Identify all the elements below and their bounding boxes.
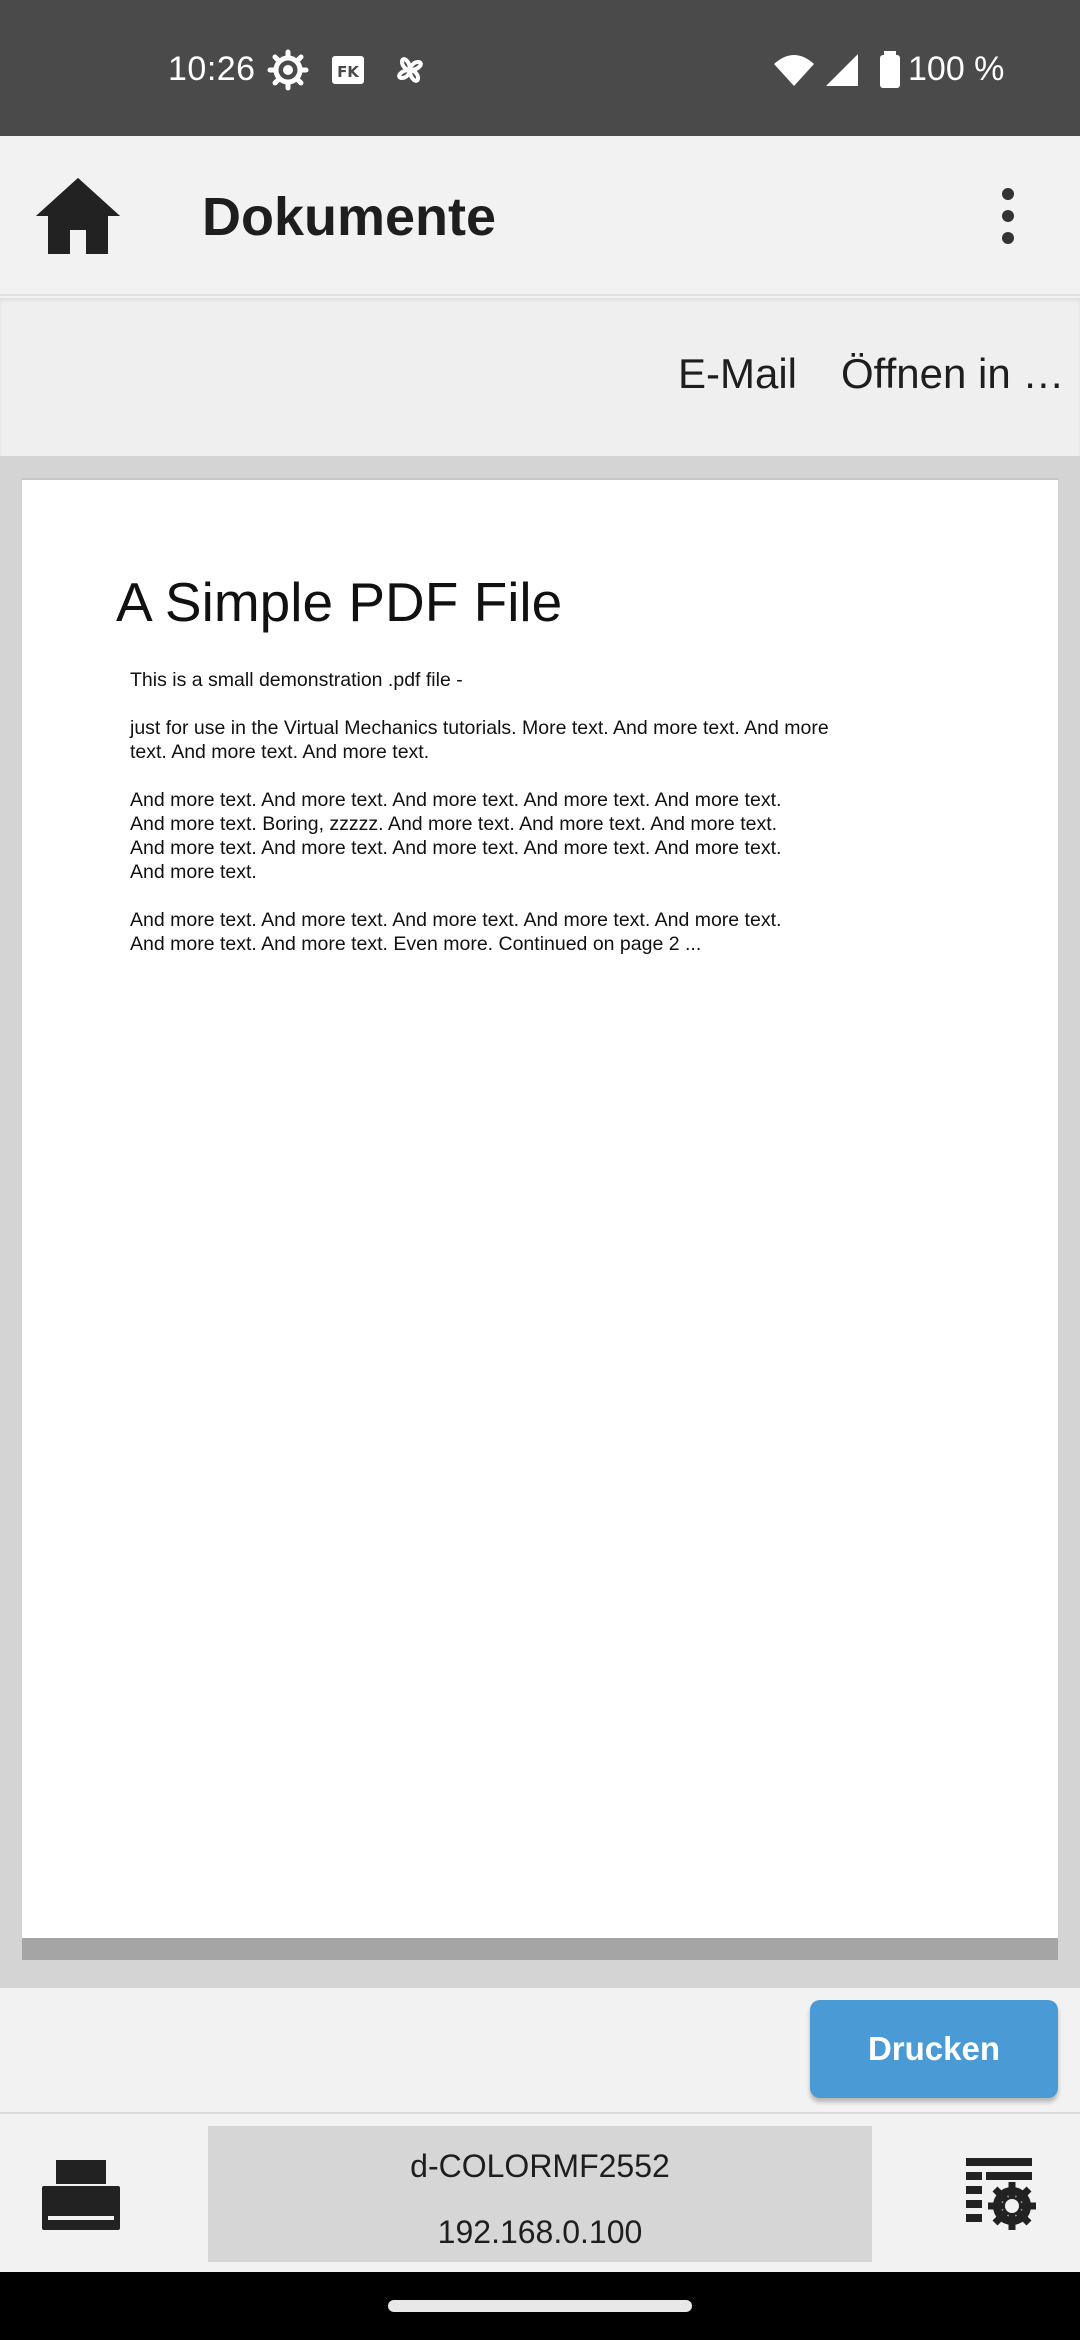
pinwheel-icon — [388, 48, 432, 92]
printer-ip: 192.168.0.100 — [437, 2214, 643, 2250]
settings-gear-icon — [266, 48, 310, 92]
print-button[interactable]: Drucken — [810, 2000, 1058, 2098]
status-bar — [0, 0, 1080, 136]
printer-name: d-COLORMF2552 — [410, 2148, 670, 2184]
printer-selector[interactable] — [208, 2126, 872, 2262]
pdf-preview[interactable] — [0, 456, 1080, 1988]
pdf-paragraph: just for use in the Virtual Mechanics tutorials. More text. And more text. And more text. And more text. And more text. — [130, 717, 829, 763]
document-actions — [0, 298, 1080, 456]
pdf-title: A Simple PDF File — [116, 571, 563, 633]
status-time: 10:26 — [168, 50, 256, 88]
pdf-paragraph: And more text. And more text. And more text. And more text. And more text. And more text. Boring, zzzzz. And more text. And more text. And more text. And more text. And more text. And more text. And more text. And more text. And more text. — [130, 789, 782, 883]
pdf-paragraph: And more text. And more text. And more text. And more text. And more text. And more text. And more text. Even more. Continued on page 2 ... — [130, 909, 782, 955]
more-vert-icon[interactable] — [984, 184, 1032, 248]
signal-icon — [820, 48, 864, 92]
system-nav-bar — [0, 2272, 1080, 2340]
printer-bar — [0, 2112, 1080, 2272]
open-in-button[interactable]: Öffnen in … — [841, 350, 1065, 397]
fk-app-icon — [326, 48, 370, 92]
home-icon[interactable] — [30, 172, 126, 260]
printer-settings-icon[interactable] — [964, 2156, 1038, 2230]
home-gesture-handle[interactable] — [388, 2300, 692, 2312]
pdf-page — [22, 478, 1058, 1938]
wifi-icon — [772, 48, 816, 92]
page-shadow — [22, 1938, 1058, 1960]
app-bar — [0, 136, 1080, 296]
printer-icon[interactable] — [40, 2158, 122, 2232]
print-strip — [0, 1988, 1080, 2112]
page-title: Dokumente — [202, 187, 497, 247]
email-button[interactable]: E-Mail — [678, 350, 798, 397]
svg-text:FK: FK — [337, 63, 359, 81]
battery-icon — [868, 48, 912, 92]
battery-percent: 100 % — [908, 50, 1005, 88]
pdf-paragraph: This is a small demonstration .pdf file - — [130, 669, 463, 691]
